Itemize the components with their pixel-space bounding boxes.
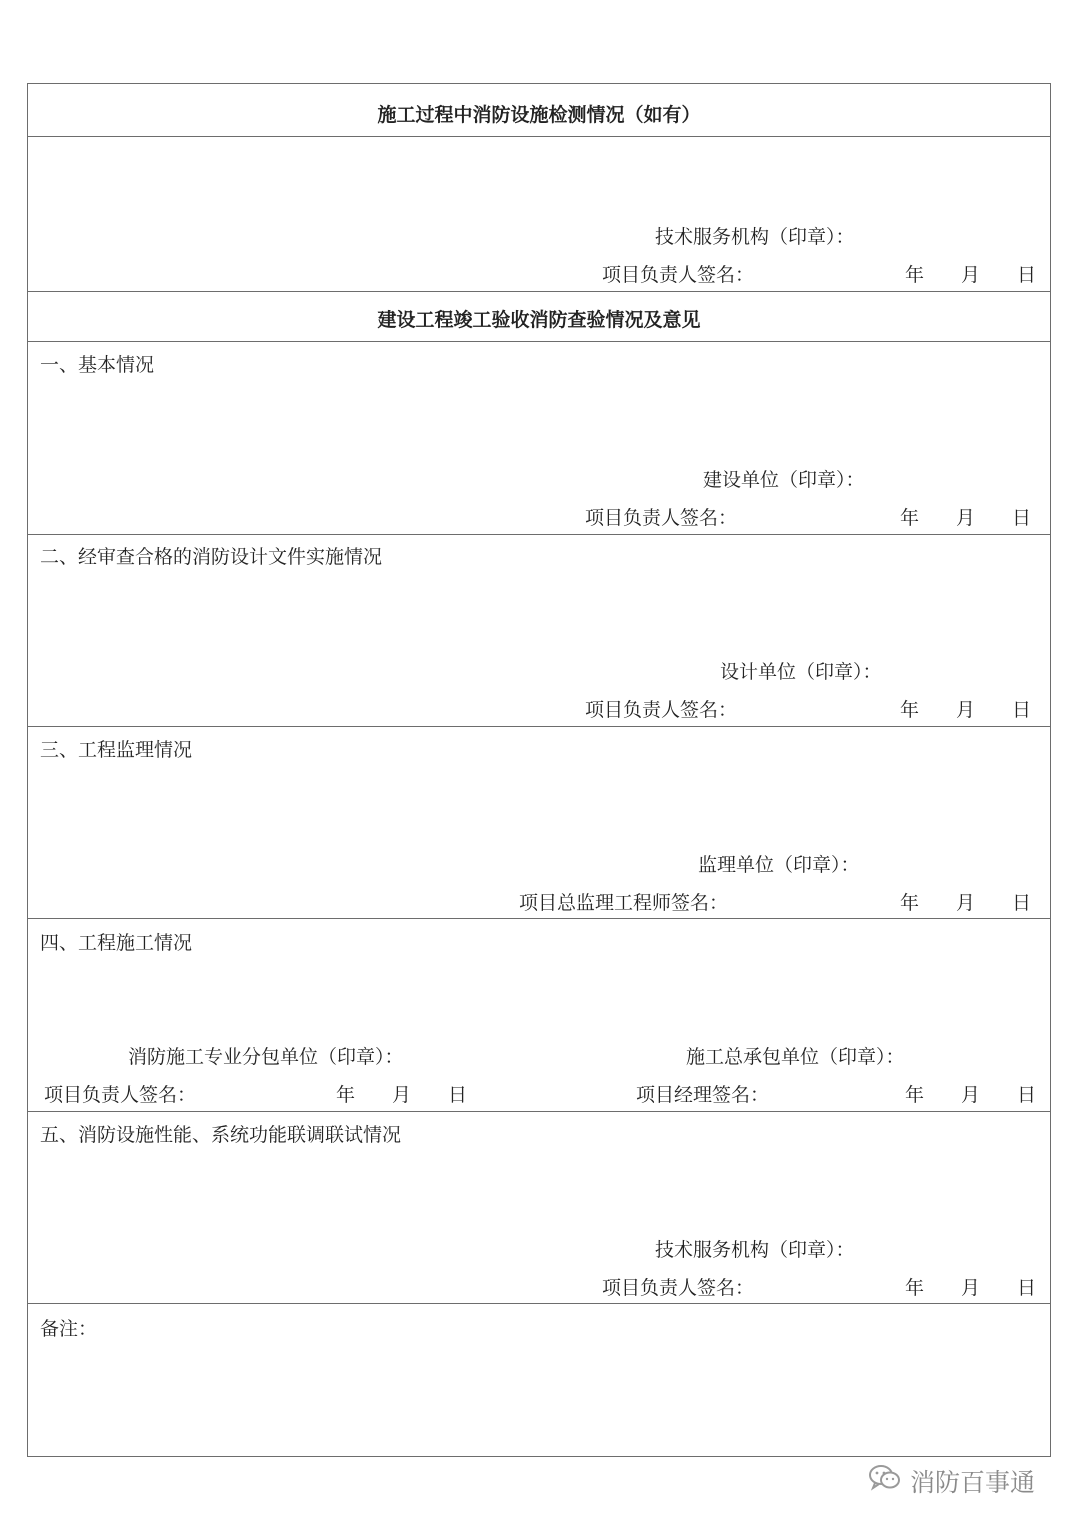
supervision-year: 年 [900, 892, 920, 914]
subcontractor-year: 年 [336, 1084, 356, 1106]
testing-heading: 五、消防设施性能、系统功能联调联试情况 [40, 1124, 402, 1146]
divider [28, 341, 1050, 342]
design-heading: 二、经审查合格的消防设计文件实施情况 [40, 546, 383, 568]
testing-seal-label: 技术服务机构（印章）： [655, 1239, 855, 1261]
remarks-label: 备注： [40, 1318, 98, 1340]
acceptance-form [27, 83, 1051, 1457]
design-day: 日 [1012, 699, 1032, 721]
supervision-sign-label: 项目总监理工程师签名： [519, 892, 729, 914]
divider [28, 291, 1050, 292]
divider [28, 1111, 1050, 1112]
general-contractor-year: 年 [905, 1084, 925, 1106]
subcontractor-seal-label: 消防施工专业分包单位（印章）： [128, 1046, 404, 1068]
acceptance-title: 建设工程竣工验收消防查验情况及意见 [377, 309, 701, 331]
design-month: 月 [956, 699, 976, 721]
general-contractor-sign-label: 项目经理签名： [636, 1084, 770, 1106]
supervision-heading: 三、工程监理情况 [40, 739, 193, 761]
divider [28, 726, 1050, 727]
basic-year: 年 [900, 507, 920, 529]
detection-title: 施工过程中消防设施检测情况（如有） [377, 104, 701, 126]
supervision-seal-label: 监理单位（印章）： [698, 854, 860, 876]
general-contractor-day: 日 [1017, 1084, 1037, 1106]
testing-day: 日 [1017, 1277, 1037, 1299]
basic-sign-label: 项目负责人签名： [585, 507, 738, 529]
detection-day: 日 [1017, 264, 1037, 286]
basic-month: 月 [956, 507, 976, 529]
testing-year: 年 [905, 1277, 925, 1299]
general-contractor-month: 月 [961, 1084, 981, 1106]
detection-year: 年 [905, 264, 925, 286]
testing-month: 月 [961, 1277, 981, 1299]
detection-seal-label: 技术服务机构（印章）： [655, 226, 855, 248]
testing-sign-label: 项目负责人签名： [602, 1277, 755, 1299]
detection-sign-label: 项目负责人签名： [602, 264, 755, 286]
watermark-text: 消防百事通 [910, 1468, 1036, 1497]
divider [28, 534, 1050, 535]
watermark [868, 1463, 1035, 1499]
design-seal-label: 设计单位（印章）： [720, 661, 882, 683]
general-contractor-seal-label: 施工总承包单位（印章）： [686, 1046, 905, 1068]
subcontractor-day: 日 [448, 1084, 468, 1106]
design-year: 年 [900, 699, 920, 721]
basic-seal-label: 建设单位（印章）： [703, 469, 865, 491]
detection-month: 月 [961, 264, 981, 286]
subcontractor-month: 月 [392, 1084, 412, 1106]
supervision-day: 日 [1012, 892, 1032, 914]
supervision-month: 月 [956, 892, 976, 914]
construction-heading: 四、工程施工情况 [40, 932, 193, 954]
design-sign-label: 项目负责人签名： [585, 699, 738, 721]
subcontractor-sign-label: 项目负责人签名： [44, 1084, 197, 1106]
divider [28, 136, 1050, 137]
divider [28, 1303, 1050, 1304]
divider [28, 918, 1050, 919]
basic-heading: 一、基本情况 [40, 354, 155, 376]
wechat-icon [868, 1464, 910, 1498]
basic-day: 日 [1012, 507, 1032, 529]
